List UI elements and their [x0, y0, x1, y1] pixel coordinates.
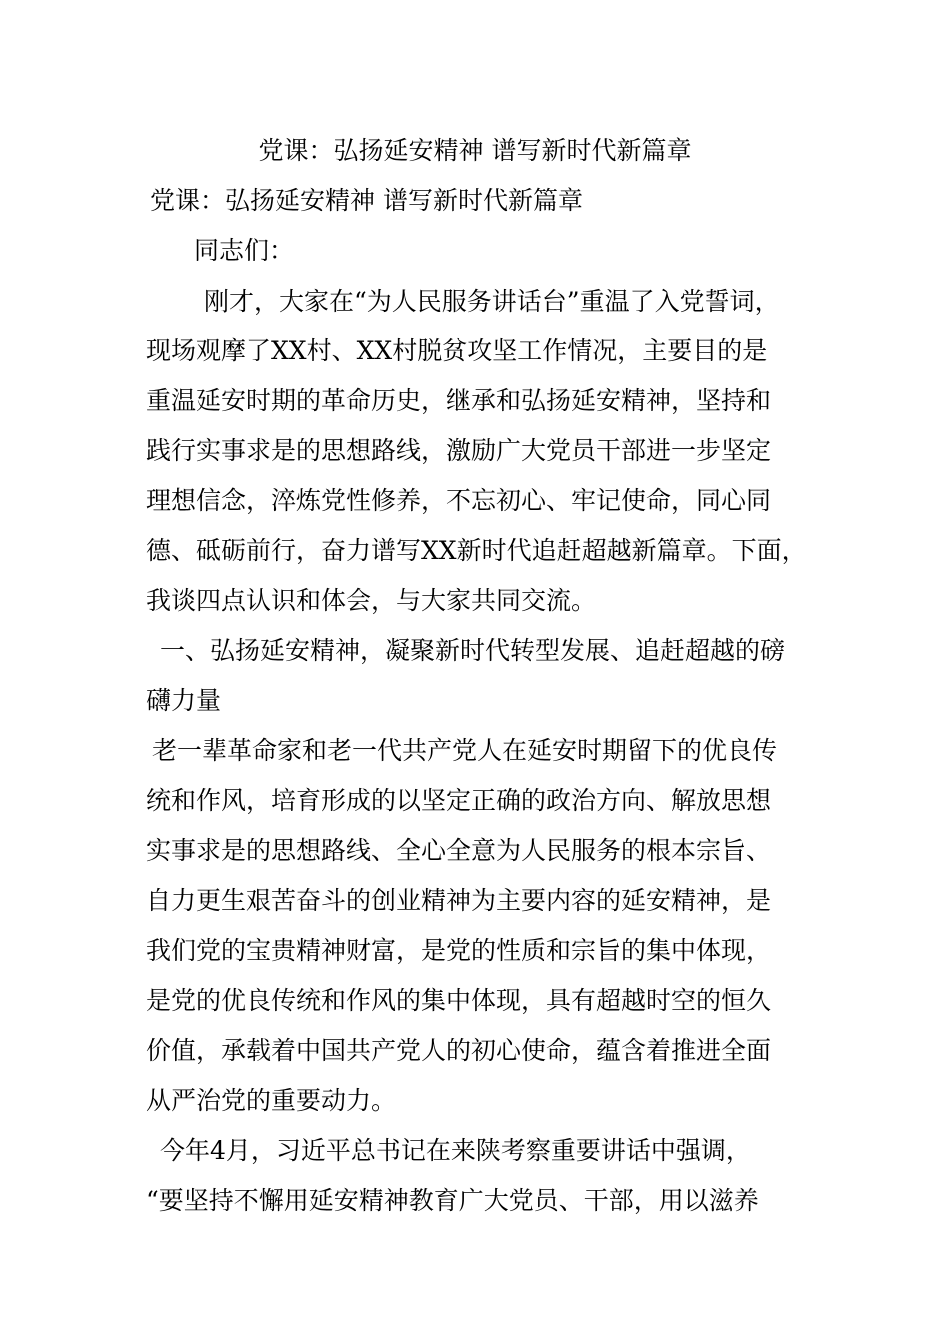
section-heading-line: 礴力量	[146, 686, 222, 715]
paragraph-line: 老一辈革命家和老一代共产党人在延安时期留下的优良传	[152, 736, 778, 765]
subtitle-line: 党课：弘扬延安精神 谱写新时代新篇章	[150, 186, 583, 215]
paragraph-line: 现场观摩了XX村、XX村脱贫攻坚工作情况，主要目的是	[146, 336, 768, 365]
paragraph-line: 是党的优良传统和作风的集中体现，具有超越时空的恒久	[146, 986, 772, 1015]
paragraph-line: 德、砥砺前行，奋力谱写XX新时代追赶超越新篇章。下面，	[146, 536, 807, 565]
paragraph-line: 统和作风，培育形成的以坚定正确的政治方向、解放思想	[146, 786, 772, 815]
paragraph-line: 重温延安时期的革命历史，继承和弘扬延安精神，坚持和	[146, 386, 772, 415]
paragraph-line: 刚才，大家在“为人民服务讲话台”重温了入党誓词，	[204, 287, 780, 316]
document-title: 党课：弘扬延安精神 谱写新时代新篇章	[258, 136, 692, 165]
paragraph-line: 实事求是的思想路线、全心全意为人民服务的根本宗旨、	[146, 836, 772, 865]
paragraph-line: “要坚持不懈用延安精神教育广大党员、干部，用以滋养	[146, 1186, 759, 1215]
section-heading-line: 一、弘扬延安精神，凝聚新时代转型发展、追赶超越的磅	[160, 636, 786, 665]
paragraph-line: 我谈四点认识和体会，与大家共同交流。	[146, 586, 597, 615]
paragraph-line: 今年4月，习近平总书记在来陕考察重要讲话中强调，	[160, 1136, 751, 1165]
paragraph-line: 理想信念，淬炼党性修养，不忘初心、牢记使命，同心同	[146, 486, 772, 515]
paragraph-line: 价值，承载着中国共产党人的初心使命，蕴含着推进全面	[146, 1036, 772, 1065]
salutation: 同志们：	[194, 236, 295, 265]
paragraph-line: 自力更生艰苦奋斗的创业精神为主要内容的延安精神，是	[146, 886, 772, 915]
paragraph-line: 从严治党的重要动力。	[146, 1086, 397, 1115]
paragraph-line: 我们党的宝贵精神财富，是党的性质和宗旨的集中体现，	[146, 936, 772, 965]
paragraph-line: 践行实事求是的思想路线，激励广大党员干部进一步坚定	[146, 436, 772, 465]
